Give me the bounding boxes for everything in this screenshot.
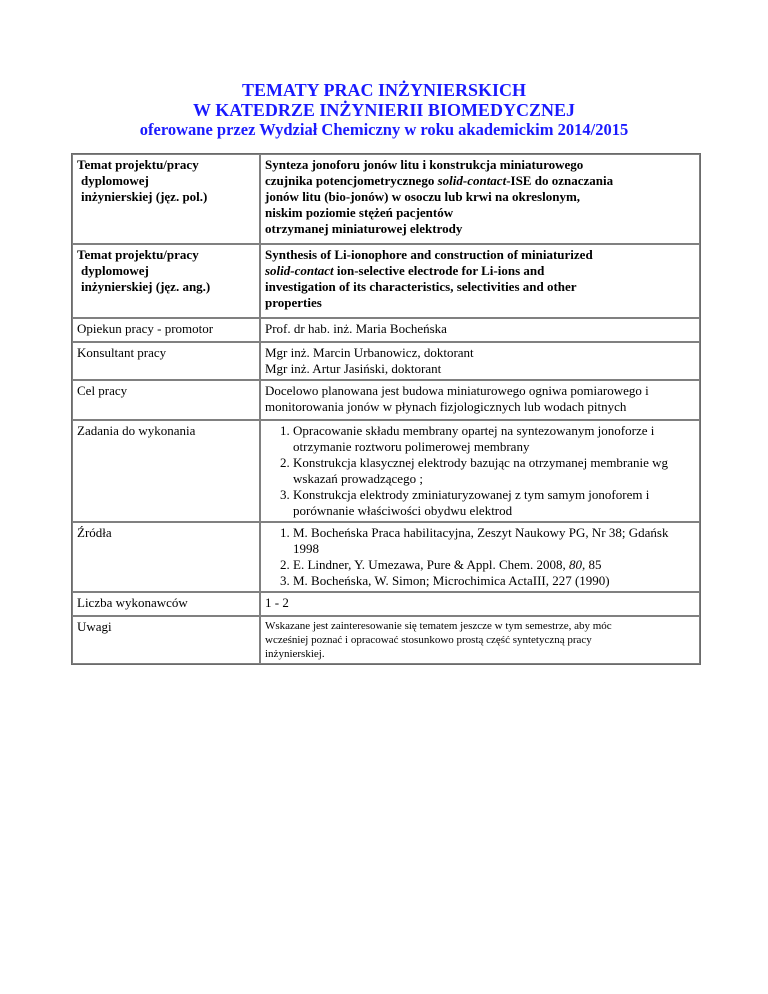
value-remarks <box>260 616 700 664</box>
label-tasks: Zadania do wykonania <box>72 420 260 522</box>
consultant-line-1: Mgr inż. Marcin Urbanowicz, doktorant <box>265 345 474 360</box>
label-consultant: Konsultant pracy <box>72 342 260 380</box>
row-topic-en <box>72 244 700 318</box>
list-item <box>293 557 695 573</box>
goal-line-2: monitorowania jonów w płynach fizjologicznych lub wodach pitnych <box>265 399 627 414</box>
label-topic-en-line-3: inżynierskiej (jęz. ang.) <box>81 279 211 294</box>
list-item: 1. Opracowanie składu membrany opartej na syntezowanym jonoforze i otrzymanie roztworu polimerowej membrany <box>293 423 695 455</box>
label-topic-pl-line-3: inżynierskiej (jęz. pol.) <box>81 189 208 204</box>
topic-pl-line-2c: -ISE do oznaczania <box>506 173 614 188</box>
topic-pl-line-5: otrzymanej miniaturowej elektrody <box>265 221 463 236</box>
thesis-topic-table <box>71 153 701 665</box>
row-count <box>72 592 700 616</box>
topic-en-line-2a: solid-contact <box>265 263 334 278</box>
value-topic-en <box>260 244 700 318</box>
remarks-line-3: inżynierskiej. <box>265 648 325 660</box>
topic-pl-line-2b: solid-contact <box>437 173 507 188</box>
row-sources <box>72 522 700 592</box>
value-topic-pl <box>260 154 700 244</box>
label-goal: Cel pracy <box>72 380 260 420</box>
topic-pl-line-2 <box>265 173 695 189</box>
label-remarks: Uwagi <box>72 616 260 664</box>
label-topic-en-line-2: dyplomowej <box>81 263 149 278</box>
topic-en-line-4: properties <box>265 295 322 310</box>
label-topic-pl-line-1: Temat projektu/pracy <box>77 157 199 172</box>
value-goal <box>260 380 700 420</box>
header-title-line-2: W KATEDRZE INŻYNIERII BIOMEDYCZNEJ <box>193 100 575 120</box>
topic-pl-line-1: Synteza jonoforu jonów litu i konstrukcja miniaturowego <box>265 157 584 172</box>
consultant-line-2: Mgr inż. Artur Jasiński, doktorant <box>265 361 442 376</box>
value-consultant <box>260 342 700 380</box>
remarks-line-2: wcześniej poznać i opracować stosunkowo prostą część syntetyczną pracy <box>265 634 592 646</box>
label-supervisor: Opiekun pracy - promotor <box>72 318 260 342</box>
list-item: 1. M. Bocheńska Praca habilitacyjna, Zeszyt Naukowy PG, Nr 38; Gdańsk 1998 <box>293 525 695 557</box>
label-count: Liczba wykonawców <box>72 592 260 616</box>
label-topic-en <box>72 244 260 318</box>
topic-en-line-2b: ion-selective electrode for Li-ions and <box>333 263 545 278</box>
label-topic-en-line-1: Temat projektu/pracy <box>77 247 199 262</box>
row-remarks <box>72 616 700 664</box>
source-2a: E. Lindner, Y. Umezawa, Pure & Appl. Chem. 2008, <box>293 557 570 572</box>
topic-en-line-2 <box>265 263 695 279</box>
label-sources: Źródła <box>72 522 260 592</box>
document-header <box>0 80 768 140</box>
source-2c: , 85 <box>582 557 602 572</box>
value-count: 1 - 2 <box>260 592 700 616</box>
remarks-line-1: Wskazane jest zainteresowanie się tematem jeszcze w tym semestrze, aby móc <box>265 620 612 632</box>
value-tasks <box>260 420 700 522</box>
topic-en-line-3: investigation of its characteristics, selectivities and other <box>265 279 577 294</box>
sources-list <box>265 525 695 589</box>
tasks-list <box>265 423 695 519</box>
header-title-line-1: TEMATY PRAC INŻYNIERSKICH <box>241 80 527 100</box>
value-supervisor: Prof. dr hab. inż. Maria Bocheńska <box>260 318 700 342</box>
label-topic-pl <box>72 154 260 244</box>
row-supervisor <box>72 318 700 342</box>
row-consultant <box>72 342 700 380</box>
topic-en-line-1: Synthesis of Li-ionophore and construction of miniaturized <box>265 247 593 262</box>
header-subtitle: oferowane przez Wydział Chemiczny w roku akademickim 2014/2015 <box>139 120 629 139</box>
source-2b: 80 <box>569 557 583 572</box>
topic-pl-line-4: niskim poziomie stężeń pacjentów <box>265 205 454 220</box>
goal-line-1: Docelowo planowana jest budowa miniaturowego ogniwa pomiarowego i <box>265 383 649 398</box>
row-goal <box>72 380 700 420</box>
row-topic-pl <box>72 154 700 244</box>
label-topic-pl-line-2: dyplomowej <box>81 173 149 188</box>
list-item: 2. Konstrukcja klasycznej elektrody bazując na otrzymanej membranie wg wskazań prowadzącego ; <box>293 455 695 487</box>
list-item: 3. M. Bocheńska, W. Simon; Microchimica ActaIII, 227 (1990) <box>293 573 695 589</box>
value-sources <box>260 522 700 592</box>
topic-pl-line-3: jonów litu (bio-jonów) w osoczu lub krwi na okreslonym, <box>265 189 581 204</box>
list-item: 3. Konstrukcja elektrody zminiaturyzowanej z tym samym jonoforem i porównanie właściwości obydwu elektrod <box>293 487 695 519</box>
topic-pl-line-2a: czujnika potencjometrycznego <box>265 173 438 188</box>
row-tasks <box>72 420 700 522</box>
